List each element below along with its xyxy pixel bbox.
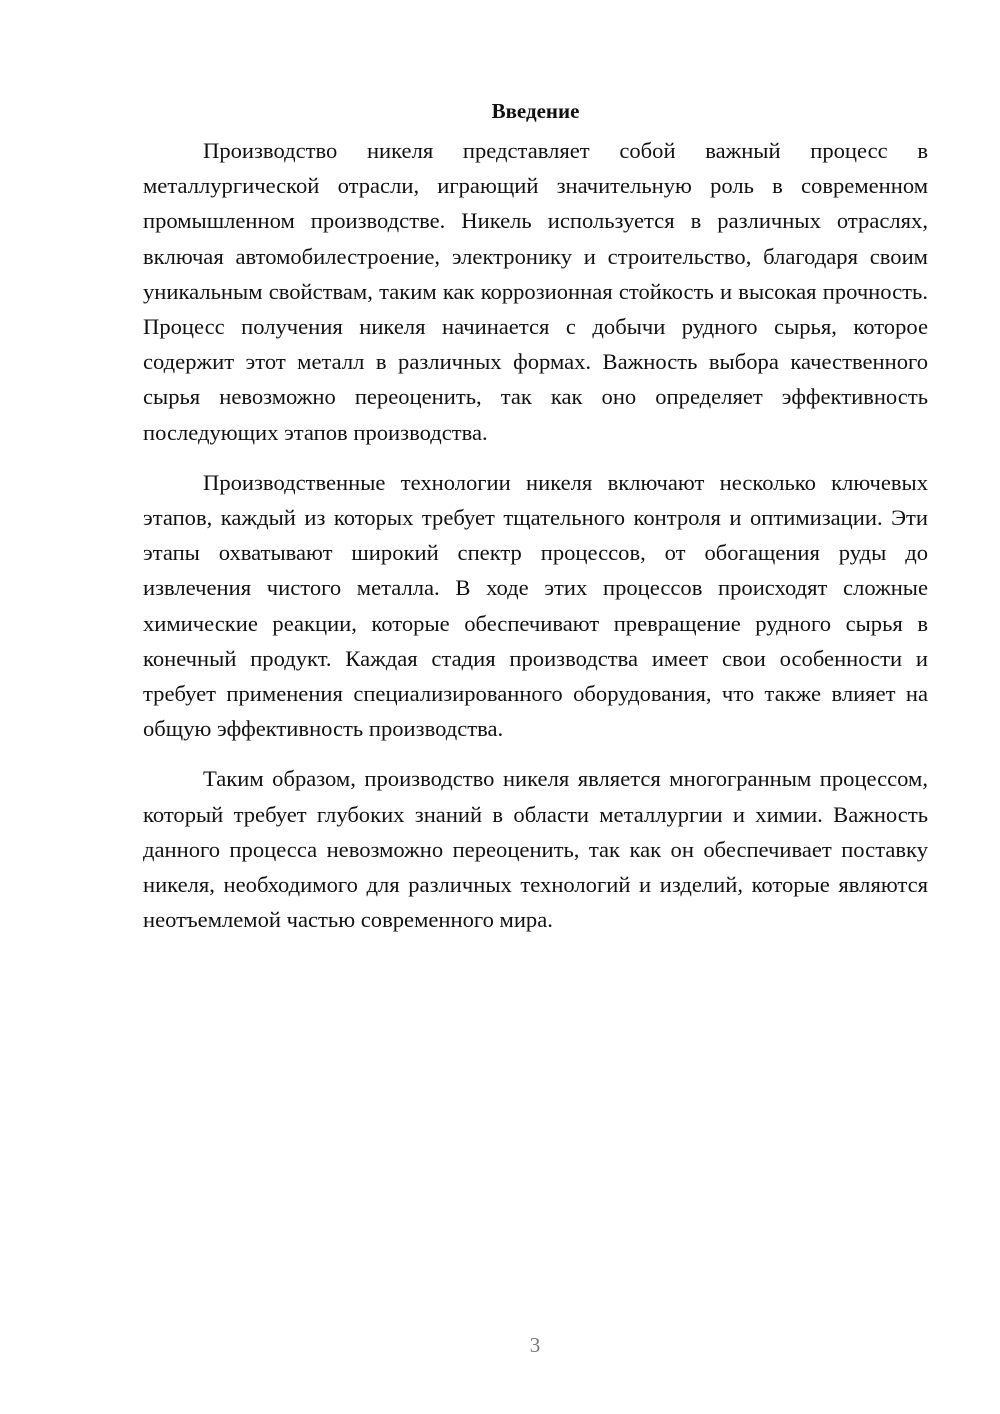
paragraph-1: Производство никеля представляет собой важный процесс в металлургической отрасли, играющий значительную роль в современном промышленном производстве. Никель используется в различных отраслях, включая автомобилестроение, электронику и строительство, благодаря своим уникальным свойствам, таким как коррозионная стойкость и высокая прочность. Процесс получения никеля начинается с добычи рудного сырья, которое содержит этот металл в различных формах. Важность выбора качественного сырья невозможно переоценить, так как оно определяет эффективность последующих этапов производства.: [143, 138, 928, 445]
section-title: Введение: [491, 99, 580, 123]
page-number: 3: [529, 1333, 541, 1357]
page-content: [143, 95, 928, 952]
paragraph-2: Производственные технологии никеля включают несколько ключевых этапов, каждый из которых требует тщательного контроля и оптимизации. Эти этапы охватывают широкий спектр процессов, от обогащения руды до извлечения чистого металла. В ходе этих процессов происходят сложные химические реакции, которые обеспечивают превращение рудного сырья в конечный продукт. Каждая стадия производства имеет свои особенности и требует применения специализированного оборудования, что также влияет на общую эффективность производства.: [143, 469, 928, 742]
paragraph-3: Таким образом, производство никеля является многогранным процессом, который требует глубоких знаний в области металлургии и химии. Важность данного процесса невозможно переоценить, так как он обеспечивает поставку никеля, необходимого для различных технологий и изделий, которые являются неотъемлемой частью современного мира.: [143, 766, 928, 933]
